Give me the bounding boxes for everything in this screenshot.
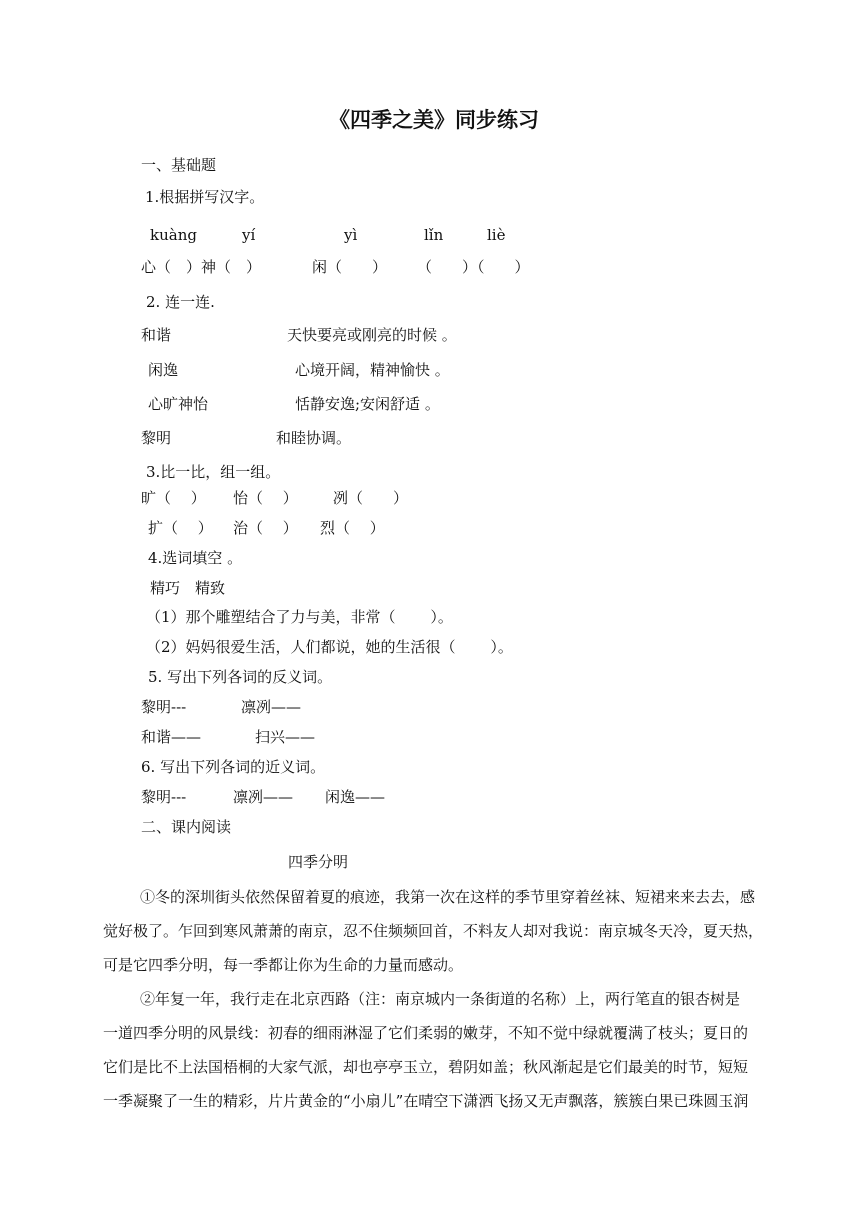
q1-prompt: 1.根据拼写汉字。 — [145, 188, 265, 206]
q5-r2-c2: 扫兴—— — [255, 728, 316, 746]
q5-r1-c2: 凛冽—— — [241, 698, 302, 716]
match-right-4: 和睦协调。 — [276, 429, 352, 447]
q3-r2-c1: 扩（ ） — [148, 519, 213, 537]
q3-prompt: 3.比一比，组一组。 — [146, 463, 281, 481]
q6-r1-c2: 凛冽—— — [233, 788, 294, 806]
match-right-1: 天快要亮或刚亮的时候 。 — [287, 326, 457, 344]
q1-blank-2: 闲（ ） — [312, 258, 388, 276]
q4-sentence-1: （1）那个雕塑结合了力与美，非常（ ）。 — [146, 608, 453, 626]
passage-paragraph-2 — [103, 982, 770, 1118]
section2-heading: 二、课内阅读 — [141, 818, 232, 836]
match-left-3: 心旷神怡 — [148, 395, 209, 413]
q3-r1-c2: 怡（ ） — [233, 489, 298, 507]
match-right-3: 恬静安逸;安闲舒适 。 — [295, 395, 440, 413]
q6-r1-c3: 闲逸—— — [325, 788, 386, 806]
pinyin-4: lǐn — [424, 226, 444, 244]
q3-r2-c2: 治（ ） — [233, 519, 298, 537]
page-title: 《四季之美》同步练习 — [329, 107, 539, 132]
passage-paragraph-1 — [103, 880, 770, 982]
match-right-2: 心境开阔，精神愉快 。 — [295, 361, 450, 379]
q3-r1-c3: 冽（ ） — [333, 489, 409, 507]
q4-prompt: 4.选词填空 。 — [148, 549, 243, 567]
q6-r1-c1: 黎明--- — [141, 788, 187, 806]
q3-r2-c3: 烈（ ） — [320, 519, 385, 537]
q5-r2-c1: 和谐—— — [141, 728, 202, 746]
q5-prompt: 5. 写出下列各词的反义词。 — [148, 668, 333, 686]
pinyin-2: yí — [242, 226, 256, 244]
q4-options: 精巧 精致 — [150, 579, 226, 597]
p2-line-2: 一道四季分明的风景线：初春的细雨淋湿了它们柔弱的嫩芽，不知不觉中绿就覆满了枝头；夏日的 — [103, 1024, 749, 1042]
match-left-1: 和谐 — [141, 326, 172, 344]
q4-sentence-2: （2）妈妈很爱生活，人们都说，她的生活很（ ）。 — [146, 638, 513, 656]
q1-blank-3: （ ）（ ） — [417, 258, 530, 276]
p2-line-1: ②年复一年，我行走在北京西路（注：南京城内一条街道的名称）上，两行笔直的银杏树是 — [140, 990, 741, 1008]
q3-r1-c1: 旷（ ） — [141, 489, 206, 507]
p1-line-3: 可是它四季分明，每一季都让你为生命的力量而感动。 — [103, 956, 464, 974]
pinyin-5: liè — [487, 226, 506, 244]
match-left-4: 黎明 — [141, 429, 172, 447]
q1-blank-1: 心（ ）神（ ） — [141, 258, 262, 276]
section1-heading: 一、基础题 — [141, 156, 217, 174]
p1-line-1: ①冬的深圳街头依然保留着夏的痕迹，我第一次在这样的季节里穿着丝袜、短裙来来去去，感 — [140, 888, 756, 906]
p1-line-2: 觉好极了。乍回到寒风萧萧的南京，忍不住频频回首，不料友人却对我说：南京城冬天冷，夏天热， — [103, 922, 764, 940]
passage-title: 四季分明 — [288, 853, 349, 871]
pinyin-3: yì — [344, 226, 358, 244]
match-left-2: 闲逸 — [148, 361, 179, 379]
pinyin-1: kuàng — [150, 226, 197, 244]
q6-prompt: 6. 写出下列各词的近义词。 — [141, 758, 326, 776]
q5-r1-c1: 黎明--- — [141, 698, 187, 716]
p2-line-4: 一季凝聚了一生的精彩，片片黄金的“小扇儿”在晴空下潇洒飞扬又无声飘落，簇簇白果已珠圆玉润 — [103, 1092, 749, 1110]
q2-prompt: 2. 连一连. — [146, 293, 215, 311]
p2-line-3: 它们是比不上法国梧桐的大家气派，却也亭亭玉立，碧阴如盖；秋风渐起是它们最美的时节，短短 — [103, 1058, 749, 1076]
